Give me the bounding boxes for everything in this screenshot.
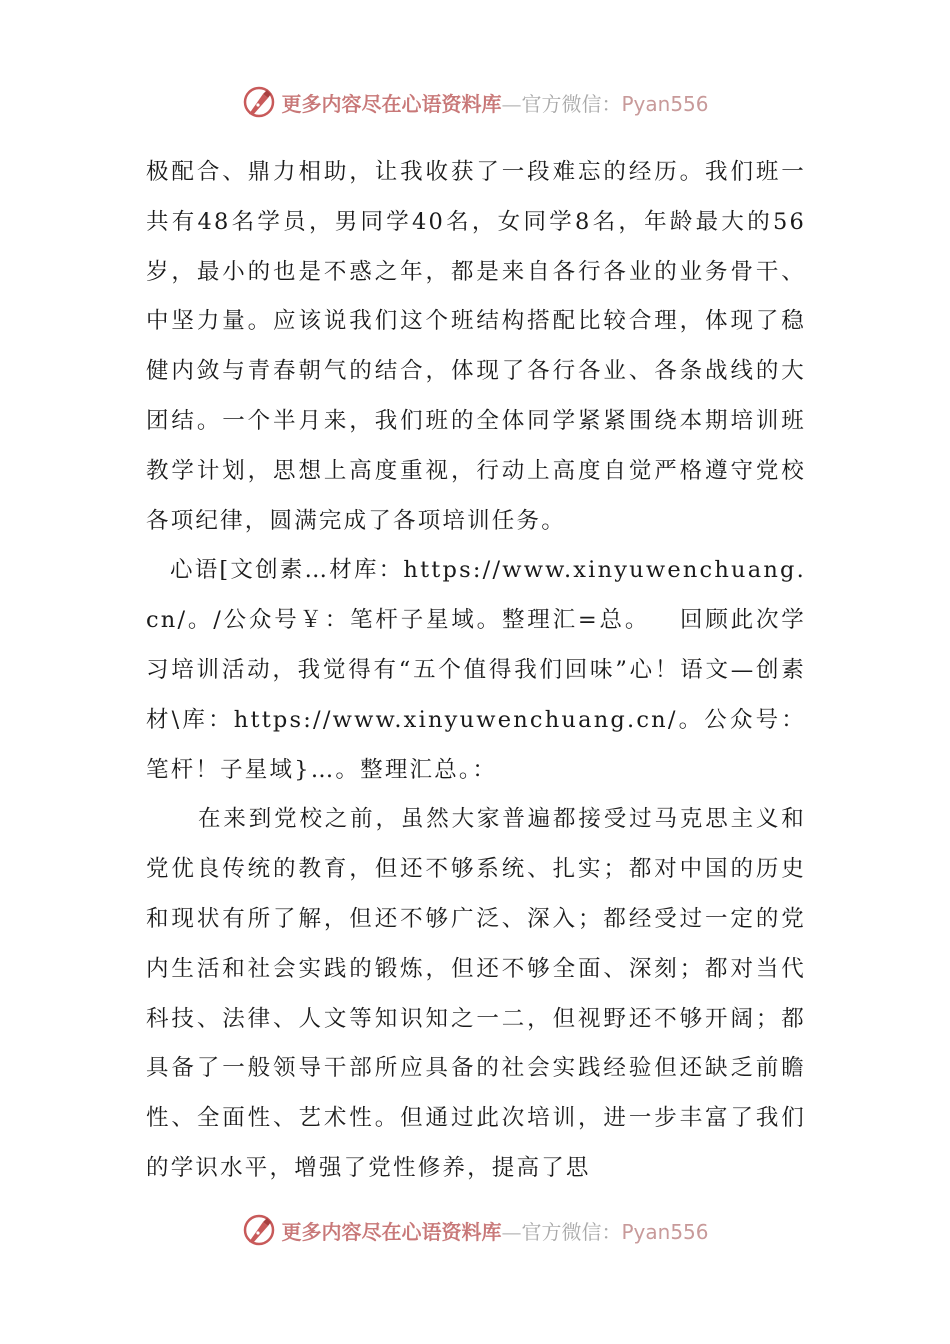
header-banner-text <box>281 88 708 117</box>
footer-banner <box>0 1210 950 1250</box>
header-brand: 更多内容尽在心语资料库 <box>281 91 502 116</box>
footer-wechat-id: Pyan556 <box>621 1219 709 1244</box>
header-wechat-id: Pyan556 <box>621 91 709 116</box>
header-banner <box>0 82 950 122</box>
header-dash: — <box>501 91 522 116</box>
footer-banner-text <box>281 1216 708 1245</box>
paragraph-1: 极配合、鼎力相助，让我收获了一段难忘的经历。我们班一共有48名学员，男同学40名，女同学8名，年龄最大的56岁，最小的也是不惑之年，都是来自各行各业的业务骨干、中坚力量。应该说我们这个班结构搭配比较合理，体现了稳健内敛与青春朝气的结合，体现了各行各业、各条战线的大团结。一个半月来，我们班的全体同学紧紧围绕本期培训班教学计划，思想上高度重视，行动上高度自觉严格遵守党校各项纪律，圆满完成了各项培训任务。 <box>146 159 806 534</box>
paragraph-3: 在来到党校之前，虽然大家普遍都接受过马克思主义和党优良传统的教育，但还不够系统、扎实；都对中国的历史和现状有所了解，但还不够广泛、深入；都经受过一定的党内生活和社会实践的锻炼，但还不够全面、深刻；都对当代科技、法律、人文等知识知之一二，但视野还不够开阔；都具备了一般领导干部所应具备的社会实践经验但还缺乏前瞻性、全面性、艺术性。但通过此次培训，进一步丰富了我们的学识水平，增强了党性修养，提高了思 <box>146 806 806 1181</box>
document-body <box>146 148 806 1194</box>
footer-wechat-label: 官方微信： <box>521 1219 622 1244</box>
header-wechat-label: 官方微信： <box>521 91 622 116</box>
pen-nib-logo-icon <box>241 84 277 120</box>
footer-dash: — <box>501 1219 522 1244</box>
paragraph-2: 心语[文创素…材库：https://www.xinyuwenchuang.cn/。/公众号￥：笔杆子星域。整理汇=总。 回顾此次学习培训活动，我觉得有“五个值得我们回味”心！语文—创素材\库：https://www.xinyuwenchuang.cn/。公众号：笔杆！子星域}…。整理汇总。： <box>146 557 806 783</box>
pen-nib-logo-icon <box>241 1212 277 1248</box>
footer-brand: 更多内容尽在心语资料库 <box>281 1219 502 1244</box>
